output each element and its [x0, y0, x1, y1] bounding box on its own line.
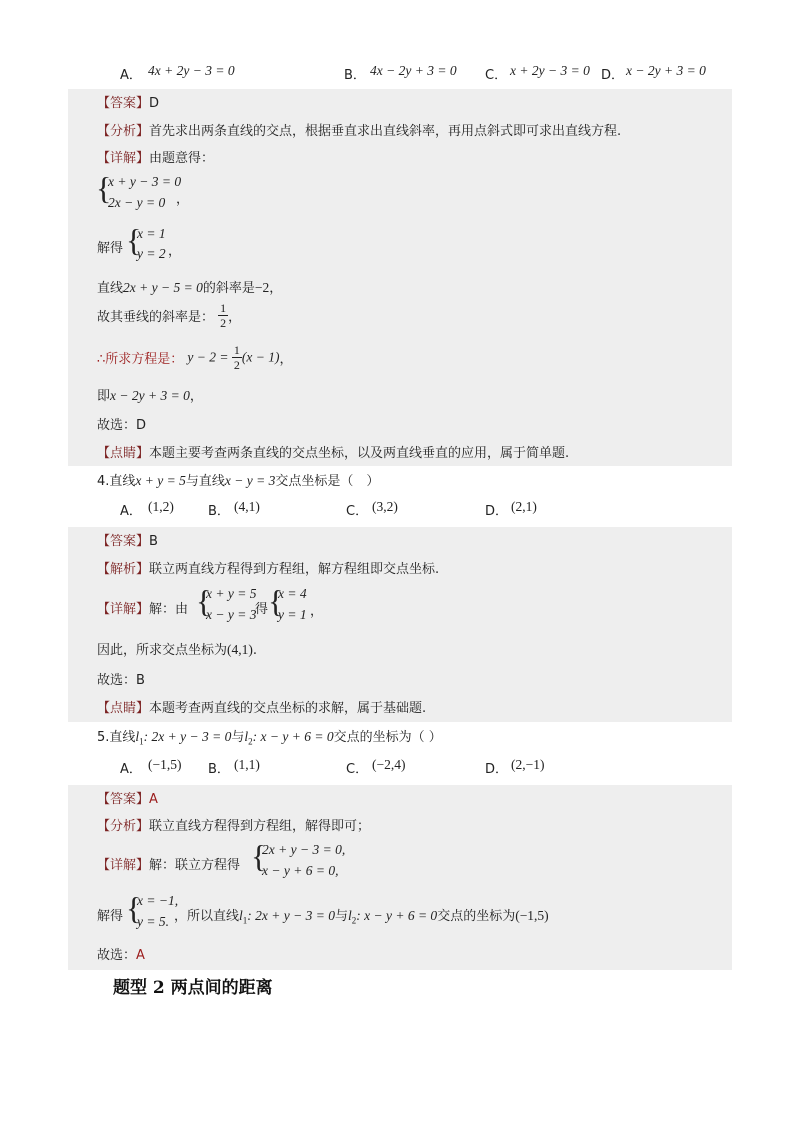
q5-stem — [97, 726, 442, 747]
q3-option-d: x − 2y + 3 = 0 — [626, 63, 706, 78]
q5-result-suffix: 交点的坐标为 — [437, 909, 516, 924]
solve-line-1: x = 1 — [137, 226, 166, 241]
slope-prefix: 直线 — [97, 281, 124, 296]
q5-result-l2: l — [347, 908, 352, 923]
q4-comment-row — [97, 697, 426, 716]
q4-conclusion-prefix: 因此，所求交点坐标为 — [97, 643, 228, 658]
perp-prefix: 故其垂线的斜率是： — [97, 310, 215, 325]
q5-option-b: (1,1) — [234, 757, 260, 772]
q4-stem-mid: 与直线 — [185, 474, 225, 489]
equation-denominator: 2 — [233, 358, 240, 372]
q3-detail-row — [97, 147, 214, 166]
q5-result-expr-1: : 2x + y − 3 = 0 — [247, 908, 335, 923]
comment-row — [97, 442, 569, 461]
q4-option-a-label: A． — [120, 504, 142, 519]
q5-result-l1: l — [239, 908, 243, 923]
system-line-1: x + y − 3 = 0 — [108, 174, 182, 189]
perp-denominator: 2 — [220, 316, 227, 330]
q5-option-c-label: C． — [346, 762, 369, 777]
q4-option-a: (1,2) — [148, 499, 174, 514]
solve-comma: ， — [168, 244, 182, 259]
equation-left: y − 2 = — [187, 349, 232, 365]
final-prefix: 即 — [97, 389, 111, 404]
q5-answer-row — [97, 788, 158, 807]
detail-text: 解：由 — [149, 602, 189, 617]
q5-solution-block — [68, 785, 732, 970]
slope-value: −2 — [254, 280, 270, 295]
q5-stem-expr-2: : x − y + 6 = 0 — [252, 729, 334, 744]
q3-option-b: 4x − 2y + 3 = 0 — [370, 63, 457, 78]
answer-value: D — [149, 96, 160, 111]
q4-choice-row: 故选：B — [97, 673, 145, 688]
comment-tag: 【点睛】 — [97, 701, 150, 716]
q3-option-a: 4x + 2y − 3 = 0 — [148, 63, 235, 78]
slope-row — [97, 277, 282, 296]
q4-detail-row — [97, 598, 188, 617]
perp-row — [97, 301, 241, 330]
q5-option-a: (−1,5) — [148, 757, 182, 772]
system-line-2: 2x − y = 0 — [108, 195, 166, 210]
q4-option-b: (4,1) — [234, 499, 260, 514]
q5-system-brace: { — [251, 838, 267, 874]
system-comma: ， — [176, 192, 190, 207]
q5-line-l2-sub: 2 — [248, 736, 253, 747]
q4-option-c: (3,2) — [372, 499, 398, 514]
analysis-tag: 【解析】 — [97, 562, 150, 577]
q4-option-d-label: D． — [485, 504, 509, 519]
q5-result-and: 与 — [334, 909, 348, 924]
equation-prefix: ∴所求方程是： — [97, 352, 184, 367]
perp-numerator: 1 — [220, 301, 227, 315]
detail-text: 解：联立方程得 — [149, 858, 241, 873]
q5-choice-prefix: 故选： — [97, 948, 137, 963]
analysis-text: 联立直线方程得到方程组，解得即可； — [149, 819, 371, 834]
q4-analysis-row — [97, 558, 439, 577]
answer-value: A — [149, 792, 158, 807]
q5-line-l2: l — [244, 729, 249, 744]
q4-result-comma: ， — [310, 604, 324, 619]
choice-row: 故选：D — [97, 418, 147, 433]
q4-answer-row — [97, 530, 158, 549]
final-expr: x − 2y + 3 = 0 — [110, 388, 190, 403]
q5-result-point: (−1,5) — [515, 908, 549, 923]
solve-line-2: y = 2 — [137, 246, 166, 261]
answer-tag: 【答案】 — [97, 534, 150, 549]
q5-result-brace: { — [126, 890, 142, 926]
q5-detail-row — [97, 854, 240, 873]
q5-result-mid: ，所以直线 — [174, 909, 240, 924]
q5-option-d-label: D． — [485, 762, 509, 777]
equation-row — [97, 343, 293, 372]
answer-tag: 【答案】 — [97, 792, 150, 807]
q3-option-c: x + 2y − 3 = 0 — [510, 63, 590, 78]
q4-result-brace: { — [268, 583, 284, 619]
comment-text: 本题考查两直线的交点坐标的求解，属于基础题. — [149, 701, 427, 716]
q4-conclusion-suffix: . — [252, 643, 258, 658]
q4-conclusion-point: (4,1) — [227, 642, 253, 657]
q3-option-a-label: A． — [120, 68, 142, 83]
answer-tag: 【答案】 — [97, 96, 150, 111]
q4-option-b-label: B． — [208, 504, 230, 519]
q4-option-d: (2,1) — [511, 499, 537, 514]
q4-option-c-label: C． — [346, 504, 369, 519]
q4-stem-suffix: 交点坐标是（ ） — [275, 474, 380, 489]
q4-result-line-2: y = 1 — [278, 607, 307, 622]
q5-stem-prefix: 5.直线 — [97, 730, 136, 745]
q5-system-line-2: x − y + 6 = 0, — [262, 863, 339, 878]
q5-result-row — [174, 905, 549, 926]
q3-option-c-label: C． — [485, 68, 508, 83]
analysis-tag: 【分析】 — [97, 124, 150, 139]
solve-prefix: 解得 — [97, 241, 124, 256]
equation-right: (x − 1) — [241, 349, 280, 365]
solve-brace: { — [126, 222, 142, 258]
q5-choice-value: A — [136, 948, 145, 963]
answer-value: B — [149, 534, 158, 549]
q5-result-l1-sub: 1 — [242, 915, 248, 926]
q4-system-line-2: x − y = 3 — [206, 607, 257, 622]
q3-answer-row — [97, 92, 159, 111]
q3-analysis-row — [97, 120, 621, 139]
perp-fraction — [218, 301, 228, 330]
detail-tag: 【详解】 — [97, 858, 150, 873]
q4-system-mid: 得 — [255, 602, 269, 617]
q5-result-line-2: y = 5. — [137, 914, 169, 929]
analysis-text: 联立两直线方程得到方程组，解方程组即交点坐标. — [149, 562, 440, 577]
q5-result-expr-2: : x − y + 6 = 0 — [356, 908, 438, 923]
q5-stem-expr-1: : 2x + y − 3 = 0 — [143, 729, 232, 744]
final-comma: ， — [189, 389, 203, 404]
q5-line-l1-sub: 1 — [139, 736, 144, 747]
slope-expr: 2x + y − 5 = 0 — [123, 280, 203, 295]
q4-result-line-1: x = 4 — [278, 586, 307, 601]
comment-text: 本题主要考查两条直线的交点坐标，以及两直线垂直的应用，属于简单题. — [149, 446, 570, 461]
q5-system-line-1: 2x + y − 3 = 0, — [262, 842, 346, 857]
q5-stem-suffix: 交点的坐标为（ ） — [333, 730, 442, 745]
q4-system-brace: { — [196, 583, 212, 619]
detail-tag: 【详解】 — [97, 602, 150, 617]
equation-numerator: 1 — [233, 343, 240, 357]
system-brace: { — [96, 170, 112, 206]
q4-stem — [97, 470, 379, 489]
q5-option-d: (2,−1) — [511, 757, 545, 772]
q4-system-line-1: x + y = 5 — [206, 586, 257, 601]
q4-stem-expr-2: x − y = 3 — [224, 473, 276, 488]
comment-tag: 【点睛】 — [97, 446, 150, 461]
q5-option-c: (−2,4) — [372, 757, 406, 772]
equation-comma: ， — [279, 352, 293, 367]
equation-fraction — [232, 343, 242, 372]
q5-stem-mid: 与 — [231, 730, 245, 745]
q4-stem-expr-1: x + y = 5 — [135, 473, 186, 488]
final-row — [97, 385, 203, 404]
slope-comma: ， — [269, 281, 283, 296]
analysis-text: 首先求出两条直线的交点，根据垂直求出直线斜率，再用点斜式即可求出直线方程. — [149, 124, 622, 139]
q4-conclusion-row — [97, 639, 257, 658]
q3-option-d-label: D． — [601, 68, 625, 83]
q4-stem-prefix: 4.直线 — [97, 474, 136, 489]
q5-choice-row — [97, 944, 145, 963]
q5-option-a-label: A． — [120, 762, 142, 777]
slope-mid: 的斜率是 — [202, 281, 255, 296]
q5-solve-prefix: 解得 — [97, 909, 124, 924]
q5-result-l2-sub: 2 — [351, 915, 357, 926]
q5-option-b-label: B． — [208, 762, 230, 777]
perp-comma: ， — [228, 310, 242, 325]
detail-text: 由题意得： — [149, 151, 215, 166]
q4-solution-block — [68, 527, 732, 722]
section-heading: 题型 2 两点间的距离 — [113, 978, 273, 998]
q5-analysis-row — [97, 815, 370, 834]
detail-tag: 【详解】 — [97, 151, 150, 166]
q5-line-l1: l — [135, 729, 140, 744]
q3-option-b-label: B． — [344, 68, 366, 83]
q5-result-line-1: x = −1, — [137, 893, 179, 908]
analysis-tag: 【分析】 — [97, 819, 150, 834]
